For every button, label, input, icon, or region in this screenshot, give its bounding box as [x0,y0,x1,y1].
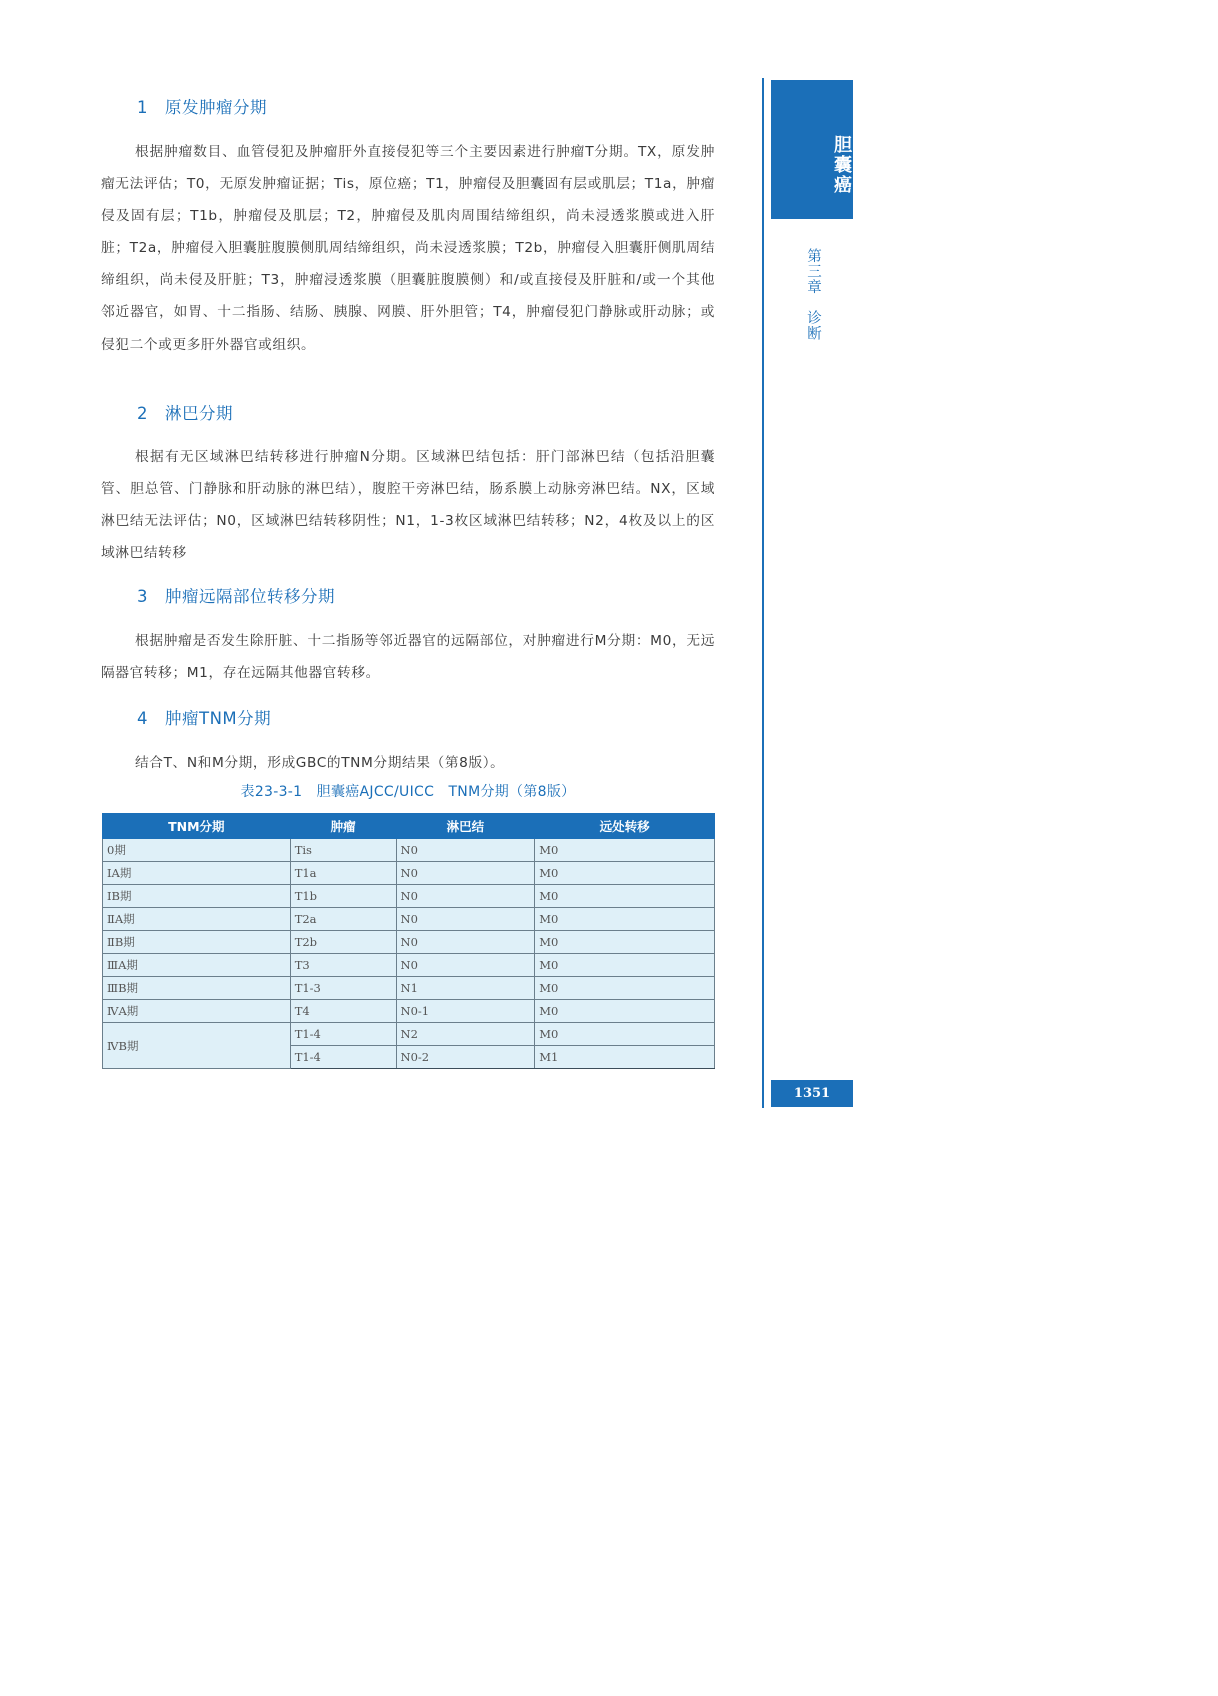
table-cell: ⅣB期 [103,1023,291,1069]
section-2-heading [137,400,233,424]
section-title: 原发肿瘤分期 [165,98,267,117]
section-4-paragraph: 结合T、N和M分期，形成GBC的TNM分期结果（第8版）。 [135,755,505,771]
section-3-heading [137,583,335,607]
table-row [103,1023,715,1046]
table-cell: T1-3 [290,977,396,1000]
section-title: 淋巴分期 [165,404,233,423]
table-cell: T1-4 [290,1023,396,1046]
column-header: TNM分期 [103,814,291,839]
table-cell: N0 [396,931,535,954]
column-header: 肿瘤 [290,814,396,839]
section-1-paragraph: 根据肿瘤数目、血管侵犯及肿瘤肝外直接侵犯等三个主要因素进行肿瘤T分期。TX，原发肿瘤无法评估；T0，无原发肿瘤证据；Tis，原位癌；T1，肿瘤侵及胆囊固有层或肌层；T1a，肿瘤侵及固有层；T1b，肿瘤侵及肌层；T2，肿瘤侵及肌肉周围结缔组织，尚未浸透浆膜或进入肝脏；T2a，肿瘤侵入胆囊脏腹膜侧肌周结缔组织，尚未浸透浆膜；T2b，肿瘤侵入胆囊肝侧肌周结缔组织，尚未侵及肝脏；T3，肿瘤浸透浆膜（胆囊脏腹膜侧）和/或直接侵及肝脏和/或一个其他邻近器官，如胃、十二指肠、结肠、胰腺、网膜、肝外胆管；T4，肿瘤侵犯门静脉或肝动脉；或侵犯二个或更多肝外器官或组织。 [101,144,715,353]
table-row [103,977,715,1000]
table-cell: ⅡA期 [103,908,291,931]
tnm-table [102,813,715,1069]
section-number: 2 [137,404,148,423]
table-cell: M0 [535,1000,715,1023]
section-number: 4 [137,709,148,728]
section-2-paragraph: 根据有无区域淋巴结转移进行肿瘤N分期。区域淋巴结包括：肝门部淋巴结（包括沿胆囊管、胆总管、门静脉和肝动脉的淋巴结），腹腔干旁淋巴结，肠系膜上动脉旁淋巴结。NX，区域淋巴结无法评估；N0，区域淋巴结转移阴性；N1，1-3枚区域淋巴结转移；N2，4枚及以上的区域淋巴结转移 [101,449,715,562]
table-cell: M0 [535,885,715,908]
column-header: 远处转移 [535,814,715,839]
table-cell: ⅡB期 [103,931,291,954]
table-cell: M0 [535,862,715,885]
table-cell: N0 [396,839,535,862]
table-row [103,954,715,977]
table-cell: M0 [535,1023,715,1046]
section-title: 肿瘤远隔部位转移分期 [165,587,335,606]
section-title: 肿瘤TNM分期 [165,709,272,728]
table-cell: M0 [535,931,715,954]
column-header: 淋巴结 [396,814,535,839]
table-cell: N0-2 [396,1046,535,1069]
table-row [103,1000,715,1023]
table-cell: T1b [290,885,396,908]
table-cell: M0 [535,977,715,1000]
table-cell: T4 [290,1000,396,1023]
table-cell: ⅣA期 [103,1000,291,1023]
table-cell: N0-1 [396,1000,535,1023]
table-cell: T3 [290,954,396,977]
table-cell: T1-4 [290,1046,396,1069]
table-cell: M0 [535,954,715,977]
table-row [103,908,715,931]
chapter-label: 第三章 诊断 [805,248,821,341]
table-cell: ⅠA期 [103,862,291,885]
table-cell: N0 [396,908,535,931]
table-cell: M1 [535,1046,715,1069]
margin-rule [762,78,764,1108]
table-caption: 表23-3-1 胆囊癌AJCC/UICC TNM分期（第8版） [240,784,576,800]
table-cell: M0 [535,839,715,862]
table-cell: ⅢB期 [103,977,291,1000]
section-number: 1 [137,98,148,117]
table-cell: N2 [396,1023,535,1046]
table-cell: T2b [290,931,396,954]
table-header-row [103,814,715,839]
table-cell: ⅢA期 [103,954,291,977]
section-1-heading [137,94,267,118]
table-cell: M0 [535,908,715,931]
table-row [103,885,715,908]
section-3-paragraph: 根据肿瘤是否发生除肝脏、十二指肠等邻近器官的远隔部位，对肿瘤进行M分期：M0，无远隔器官转移；M1，存在远隔其他器官转移。 [101,633,715,682]
table-row [103,862,715,885]
table-cell: T1a [290,862,396,885]
side-tab-label: 胆囊癌 [831,135,852,195]
page-number: 1351 [771,1080,853,1107]
table-cell: N1 [396,977,535,1000]
table-row [103,931,715,954]
table-row [103,839,715,862]
table-cell: N0 [396,954,535,977]
section-4-heading [137,705,271,729]
table-cell: 0期 [103,839,291,862]
section-number: 3 [137,587,148,606]
table-cell: N0 [396,885,535,908]
table-cell: T2a [290,908,396,931]
table-cell: ⅠB期 [103,885,291,908]
table-cell: Tis [290,839,396,862]
side-tab [771,80,853,219]
table-cell: N0 [396,862,535,885]
